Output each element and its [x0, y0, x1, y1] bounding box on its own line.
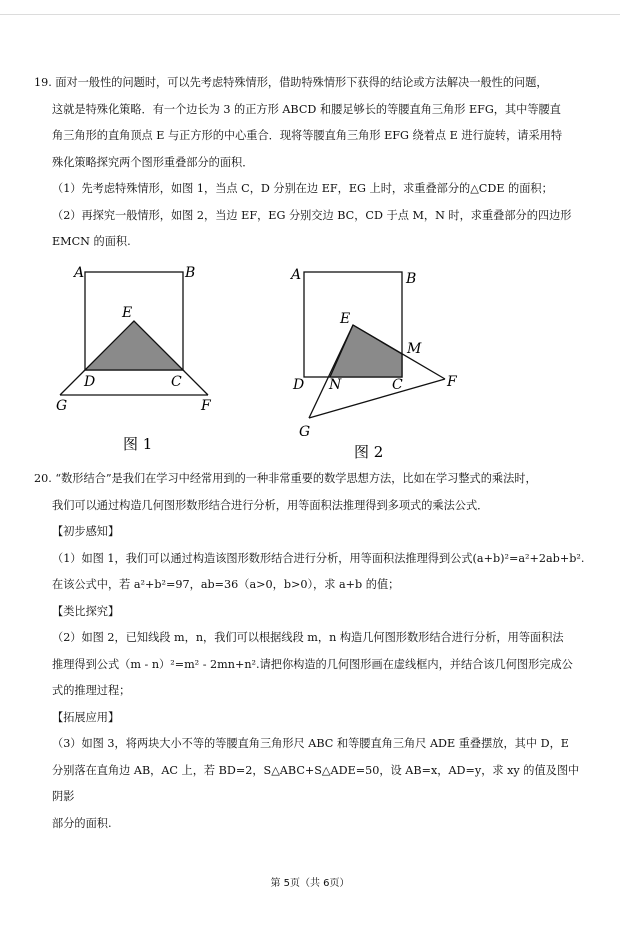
q19-line-4: 殊化策略探究两个图形重叠部分的面积．: [52, 155, 254, 169]
q20-intro-a: 20. “数形结合”是我们在学习中经常用到的一种非常重要的数学思想方法，比如在学习整式的乘法时，: [34, 472, 537, 485]
fig2-label-M: M: [407, 341, 422, 357]
q19-part-1: （1）先考虑特殊情形，如图 1，当点 C，D 分别在边 EF，EG 上时，求重叠部分的△CDE 的面积；: [52, 182, 553, 195]
fig2-label-E: E: [340, 311, 351, 327]
fig1-label-C: C: [171, 374, 182, 390]
q20-part-3a: （3）如图 3，将两块大小不等的等腰直角三角形尺 ABC 和等腰直角三角尺 ADE 重叠摆放，其中 D，E: [52, 737, 569, 750]
q20-part-2b: 推理得到公式（m - n）²=m² - 2mn+n².请把你构造的几何图形画在虚线框内，并结合该几何图形完成公: [52, 657, 573, 671]
fig2-label-F: F: [447, 374, 457, 390]
fig1-label-F: F: [201, 398, 211, 414]
q19-line-3: 角三角形的直角顶点 E 与正方形的中心重合．现将等腰直角三角形 EFG 绕着点 E 进行旋转，请采用特: [52, 129, 563, 142]
q19-line-1: 19. 面对一般性的问题时，可以先考虑特殊情形，借助特殊情形下获得的结论或方法解决一般性的问题，: [34, 76, 548, 89]
q19-number: 19.: [34, 76, 52, 89]
fig1-label-B: B: [185, 265, 196, 281]
q20-number: 20.: [34, 472, 52, 485]
q20-part-2a: （2）如图 2，已知线段 m，n，我们可以根据线段 m，n 构造几何图形数形结合进行分析，用等面积法: [52, 631, 564, 644]
q20-part-3b: 分别落在直角边 AB，AC 上，若 BD=2，S△ABC+S△ADE=50，设 AB=x，AD=y，求 xy 的值及图中阴影: [52, 763, 580, 803]
figure-2: [285, 262, 465, 467]
header-rule: [0, 14, 620, 15]
fig1-label-D: D: [84, 374, 96, 390]
figure-1-shaded-triangle: [85, 321, 183, 370]
q19-line-2: 这就是特殊化策略．有一个边长为 3 的正方形 ABCD 和腰足够长的等腰直角三角形 EFG，其中等腰直: [52, 102, 561, 116]
figure-2-diagram: [285, 262, 465, 467]
page-footer: 第 5页（共 6页）: [270, 878, 350, 889]
q19-part-2b: EMCN 的面积.: [52, 235, 131, 248]
fig2-label-A: A: [291, 267, 302, 283]
figure-1: [50, 262, 230, 462]
q20-intro-b: 我们可以通过构造几何图形数形结合进行分析，用等面积法推理得到多项式的乘法公式．: [52, 498, 489, 512]
fig2-label-N: N: [329, 377, 342, 393]
fig1-caption: 图 1: [123, 435, 153, 453]
question-20: [34, 466, 589, 837]
fig2-label-C: C: [392, 377, 403, 393]
fig1-label-E: E: [122, 305, 133, 321]
q19-part-2a: （2）再探究一般情形，如图 2，当边 EF，EG 分别交边 BC，CD 于点 M，N 时，求重叠部分的四边形: [52, 208, 572, 222]
q20-part-1b: 在该公式中，若 a²+b²=97，ab=36（a>0，b>0），求 a+b 的值；: [52, 578, 400, 591]
question-19: [34, 70, 589, 256]
q20-section-3: 【拓展应用】: [52, 710, 120, 724]
figure-1-diagram: [50, 262, 230, 462]
fig2-label-D: D: [293, 377, 305, 393]
fig1-label-A: A: [74, 265, 85, 281]
q20-section-1: 【初步感知】: [52, 525, 120, 538]
q20-part-2c: 式的推理过程；: [52, 684, 131, 697]
q20-part-3c: 部分的面积.: [52, 816, 112, 830]
fig1-label-G: G: [56, 398, 68, 414]
q20-section-2: 【类比探究】: [52, 604, 120, 618]
fig2-label-G: G: [299, 424, 311, 440]
fig2-caption: 图 2: [354, 443, 384, 461]
q20-part-1a: （1）如图 1，我们可以通过构造该图形数形结合进行分析，用等面积法推理得到公式(a+b)²=a²+2ab+b².: [52, 551, 585, 565]
fig2-label-B: B: [406, 271, 417, 287]
